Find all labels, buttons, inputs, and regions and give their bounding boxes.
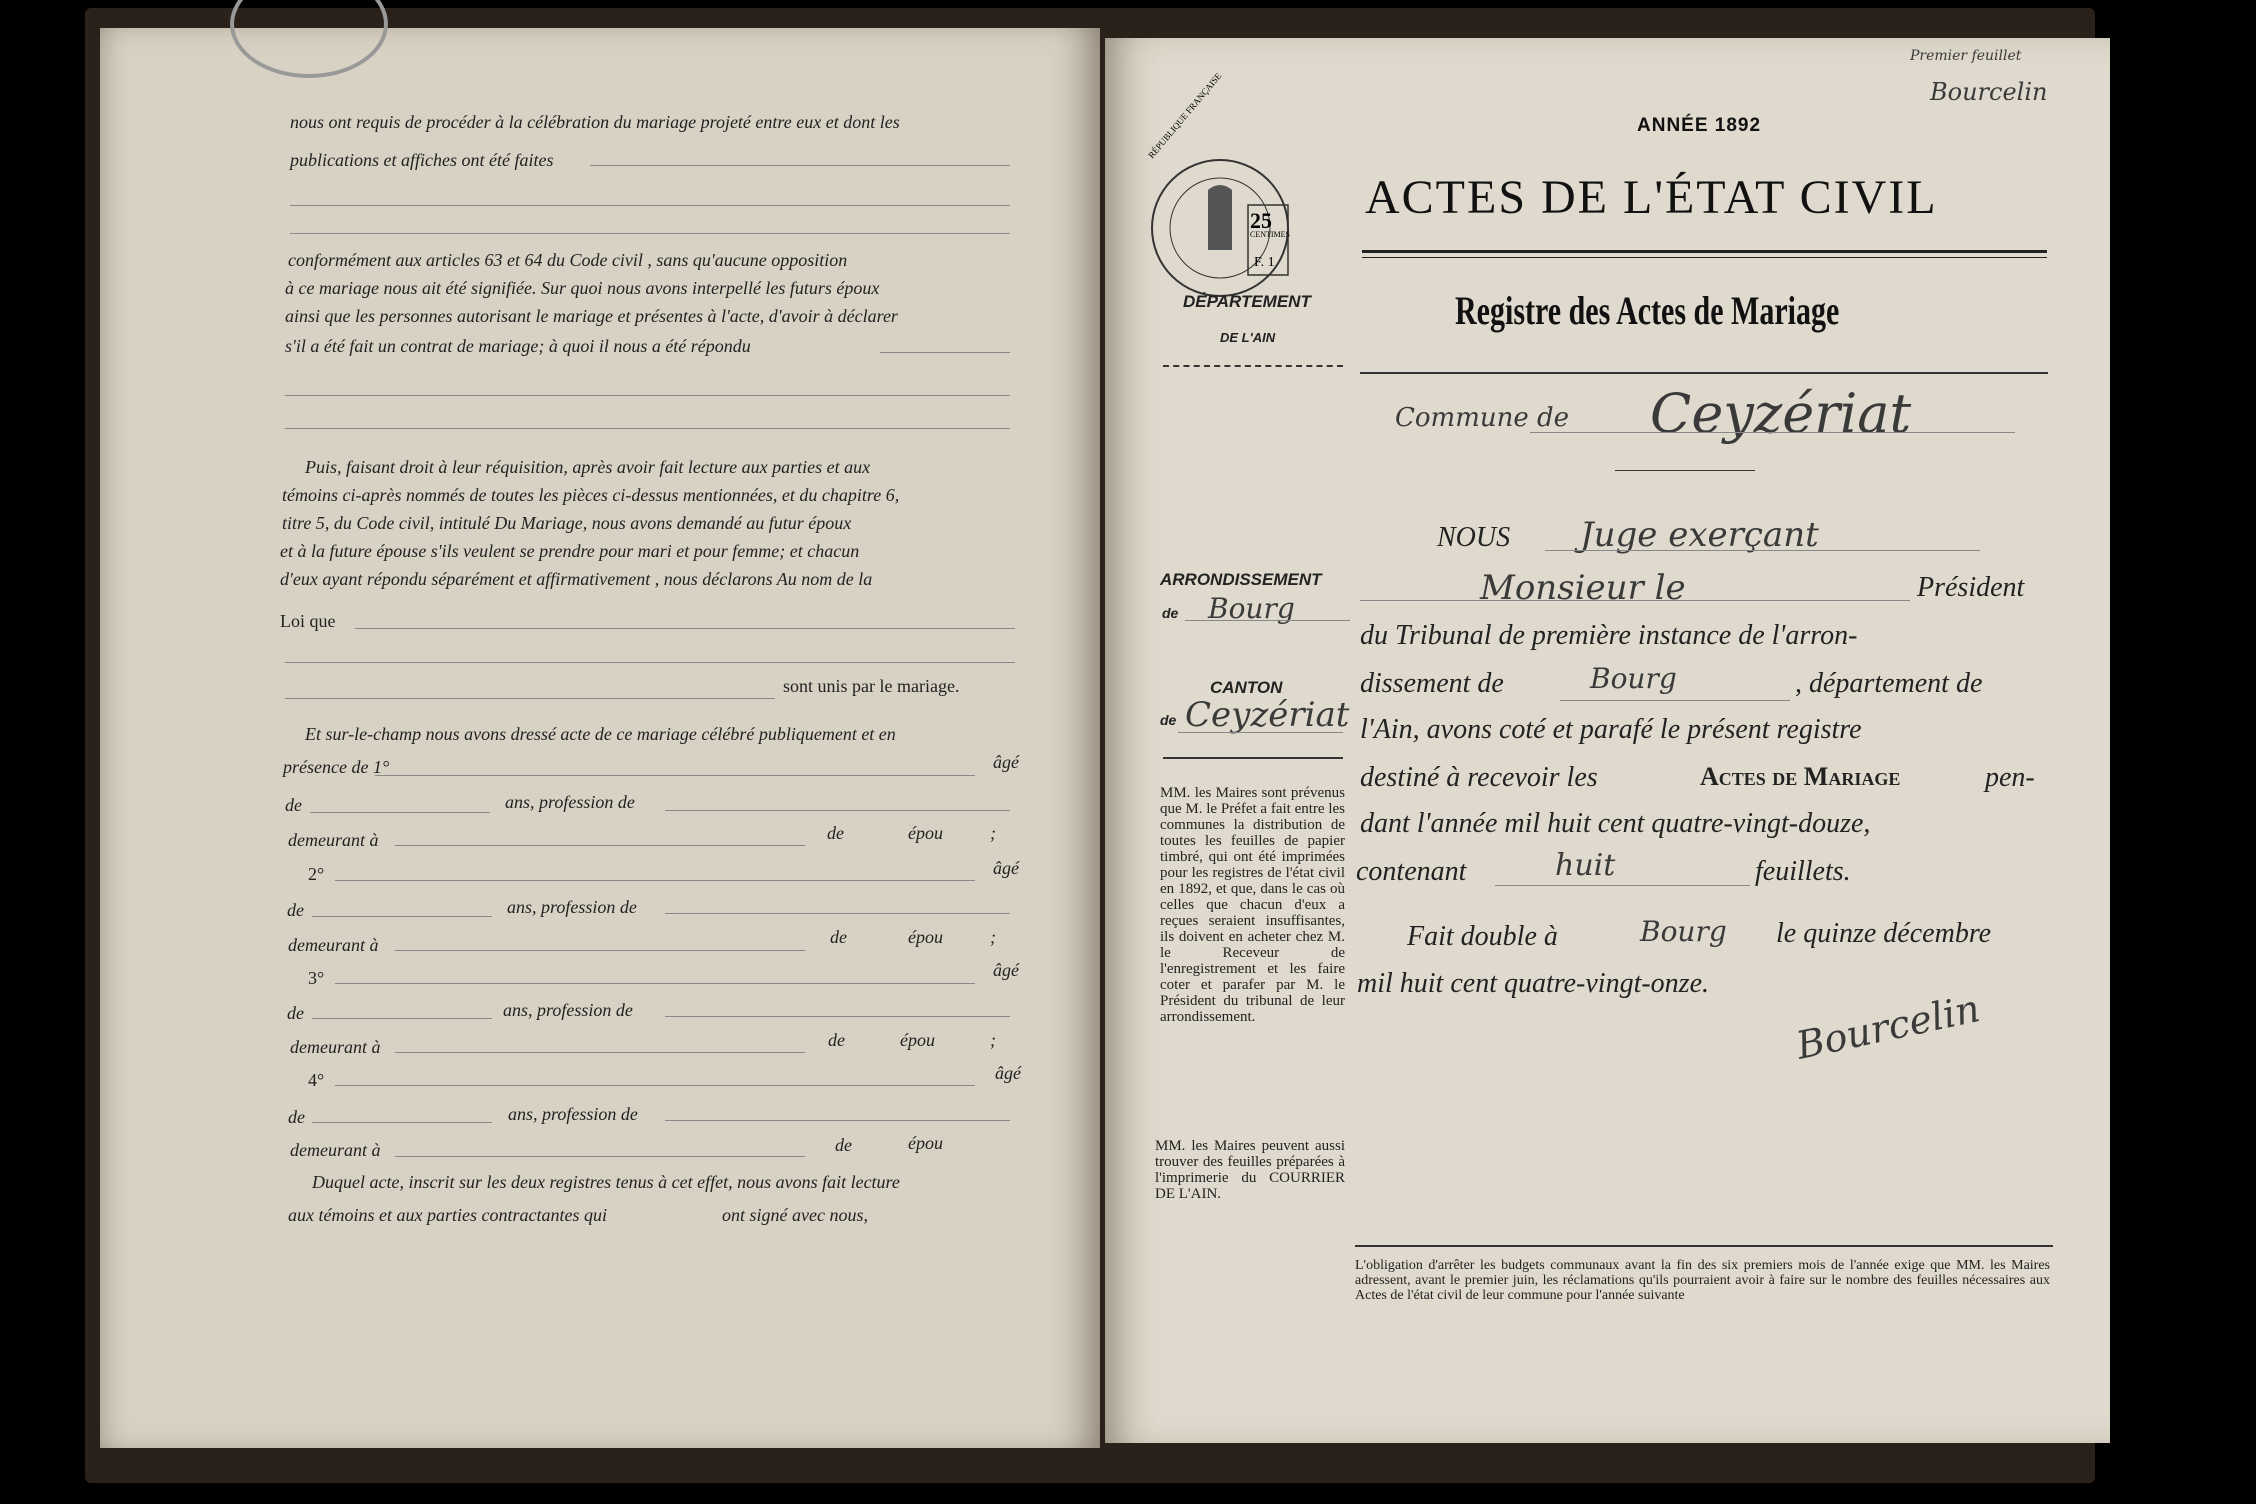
witness-epou: épou: [908, 1133, 943, 1153]
left-line: sont unis par le mariage.: [783, 676, 960, 696]
blank-line: [1178, 732, 1343, 733]
blank-line: [665, 1120, 1010, 1121]
body-line: l'Ain, avons coté et parafé le présent registre: [1360, 714, 1862, 745]
left-line: Duquel acte, inscrit sur les deux registres tenus à cet effet, nous avons fait lecture: [312, 1172, 900, 1192]
witness-number: 3°: [308, 968, 325, 988]
nous-handwriting: Juge exerçant: [1580, 515, 1819, 555]
blank-line: [335, 983, 975, 984]
corner-note: Premier feuillet: [1910, 48, 2022, 64]
body-line: dant l'année mil huit cent quatre-vingt-douze,: [1360, 808, 1871, 839]
left-line: Et sur-le-champ nous avons dressé acte de ce mariage célébré publiquement et en: [305, 724, 896, 744]
body-line: , département de: [1795, 668, 1983, 699]
blank-line: [880, 352, 1010, 353]
left-line: présence de 1°: [283, 757, 390, 777]
department-label: DÉPARTEMENT: [1183, 292, 1311, 311]
register-year: ANNÉE 1892: [1637, 115, 1762, 136]
president-signature: Bourcelin: [1792, 986, 1984, 1068]
blank-line: [335, 880, 975, 881]
commune-label: Commune de: [1395, 403, 1570, 433]
blank-line: [1360, 600, 1910, 601]
blank-line: [395, 1156, 805, 1157]
nous-label: NOUS: [1437, 522, 1511, 553]
left-line: ont signé avec nous,: [722, 1205, 868, 1225]
witness-semicolon: ;: [990, 1030, 996, 1050]
blank-line: [665, 913, 1010, 914]
blank-line: [312, 1018, 492, 1019]
body-line: du Tribunal de première instance de l'arron-: [1360, 620, 1858, 651]
body-line: contenant: [1356, 856, 1467, 887]
witness-epou: épou: [908, 823, 943, 843]
witness-demeurant: demeurant à: [288, 935, 379, 955]
stamp-centimes: CENTIMES: [1250, 230, 1290, 239]
blank-line: [590, 165, 1010, 166]
blank-line: [1495, 885, 1750, 886]
blank-line: [1530, 432, 2015, 433]
left-line: ainsi que les personnes autorisant le mariage et présentes à l'acte, d'avoir à déclarer: [285, 306, 898, 326]
blank-line: [395, 950, 805, 951]
ornament-rule: [1615, 470, 1755, 471]
arrondissement-value: Bourg: [1208, 592, 1295, 625]
blank-line: [395, 845, 805, 846]
left-line: publications et affiches ont été faites: [290, 150, 554, 170]
body-line: dissement de: [1360, 668, 1504, 699]
side-note-timbre: MM. les Maires sont prévenus que M. le Préfet a fait entre les communes la distribution de toutes les feuilles de papier timbré, qui ont été imprimées pour les registres de l'état civil en 1892, et que, dans le cas où celles que chacun d'eux a reçues seraient insuffisantes, ils doivent en acheter chez M. le Receveur de l'enregistrement et les faire coter et parafer par M. le Président du tribunal de leur arrondissement.: [1160, 785, 1345, 1025]
ornament-rule: [1163, 757, 1343, 759]
blank-line: [285, 395, 1010, 396]
witness-profession: ans, profession de: [508, 1104, 638, 1124]
witness-number: 4°: [308, 1070, 325, 1090]
body-handwriting: Bourg: [1590, 662, 1677, 695]
witness-profession: ans, profession de: [505, 792, 635, 812]
left-line: nous ont requis de procéder à la célébration du mariage projeté entre eux et dont les: [290, 112, 900, 132]
witness-number: 2°: [308, 864, 325, 884]
blank-line: [375, 775, 975, 776]
stamp-lower: F. 1: [1254, 255, 1275, 270]
blank-line: [1545, 550, 1980, 551]
fait-handwriting: Bourg: [1640, 915, 1727, 948]
arrondissement-label: ARRONDISSEMENT: [1160, 570, 1322, 589]
witness-profession: ans, profession de: [507, 897, 637, 917]
witness-de: de: [287, 1003, 304, 1023]
blank-line: [285, 698, 775, 699]
left-line: Puis, faisant droit à leur réquisition, après avoir fait lecture aux parties et aux: [305, 457, 871, 477]
tax-stamp-icon: [1148, 150, 1348, 300]
witness-age: âgé: [993, 960, 1019, 980]
left-line: d'eux ayant répondu séparément et affirmativement , nous déclarons Au nom de la: [280, 569, 873, 589]
witness-de-small: de: [830, 927, 847, 947]
witness-semicolon: ;: [990, 927, 996, 947]
witness-de-small: de: [835, 1135, 852, 1155]
blank-line: [1185, 620, 1350, 621]
body-line: feuillets.: [1755, 856, 1851, 887]
canton-value: Ceyzériat: [1185, 695, 1350, 735]
blank-line: [310, 812, 490, 813]
blank-line: [285, 428, 1010, 429]
register-subtitle: Registre des Actes de Mariage: [1455, 288, 1840, 333]
body-handwriting: huit: [1555, 848, 1616, 883]
blank-line: [355, 628, 1015, 629]
footer-rule: [1355, 1245, 2053, 1247]
witness-de: de: [287, 900, 304, 920]
left-line: à ce mariage nous ait été signifiée. Sur quoi nous avons interpellé les futurs époux: [285, 278, 880, 298]
body-line: Actes de Mariage: [1700, 762, 1901, 791]
witness-de: de: [288, 1107, 305, 1127]
department-name: DE L'AIN: [1220, 330, 1276, 345]
witness-de: de: [285, 795, 302, 815]
ornament-rule: [1163, 365, 1343, 373]
commune-value: Ceyzériat: [1650, 382, 1912, 445]
title-rule: [1362, 250, 2047, 258]
body-line: pen-: [1985, 762, 2035, 793]
witness-age: âgé: [995, 1063, 1021, 1083]
blank-line: [312, 916, 492, 917]
arrondissement-de: de: [1162, 605, 1179, 621]
footer-note: L'obligation d'arrêter les budgets communaux avant la fin des six premiers mois de l'année exige que MM. les Maires adressent, avant le premier juin, les réclamations qu'ils pourraient avoir à faire sur le nombre des feuilles nécessaires aux Actes de l'état civil de leur commune pour l'année suivante: [1355, 1258, 2050, 1303]
witness-de-small: de: [827, 823, 844, 843]
body-line: destiné à recevoir les: [1360, 762, 1598, 793]
witness-age: âgé: [993, 752, 1019, 772]
witness-semicolon: ;: [990, 823, 996, 843]
witness-demeurant: demeurant à: [288, 830, 379, 850]
side-note-courrier: MM. les Maires peuvent aussi trouver des feuilles préparées à l'imprimerie du COURRIER DE L'AIN.: [1155, 1138, 1345, 1202]
left-line: aux témoins et aux parties contractantes qui: [288, 1205, 607, 1225]
blank-line: [335, 1085, 975, 1086]
witness-epou: épou: [900, 1030, 935, 1050]
blank-line: [290, 205, 1010, 206]
fait-line: le quinze décembre: [1776, 918, 1992, 949]
fait-line: mil huit cent quatre-vingt-onze.: [1357, 968, 1709, 999]
stamp-ring-text: RÉPUBLIQUE FRANÇAISE: [1146, 70, 1224, 161]
canton-label: CANTON: [1210, 678, 1283, 697]
fait-line: Fait double à: [1407, 921, 1558, 952]
canton-de: de: [1160, 712, 1177, 728]
corner-signature: Bourcelin: [1930, 78, 2048, 106]
blank-line: [1560, 700, 1790, 701]
blank-line: [665, 1016, 1010, 1017]
left-line: conformément aux articles 63 et 64 du Code civil , sans qu'aucune opposition: [288, 250, 848, 270]
witness-age: âgé: [993, 858, 1019, 878]
register-title: ACTES DE L'ÉTAT CIVIL: [1365, 171, 1938, 224]
left-line: Loi que: [280, 611, 336, 631]
witness-demeurant: demeurant à: [290, 1037, 381, 1057]
witness-epou: épou: [908, 927, 943, 947]
monsieur-handwriting: Monsieur le: [1480, 568, 1686, 608]
witness-profession: ans, profession de: [503, 1000, 633, 1020]
witness-demeurant: demeurant à: [290, 1140, 381, 1160]
left-line: et à la future épouse s'ils veulent se prendre pour mari et pour femme; et chacun: [280, 541, 860, 561]
subtitle-rule: [1360, 372, 2048, 374]
left-line: s'il a été fait un contrat de mariage; à quoi il nous a été répondu: [285, 336, 751, 356]
blank-line: [290, 233, 1010, 234]
left-line: titre 5, du Code civil, intitulé Du Mariage, nous avons demandé au futur époux: [282, 513, 852, 533]
blank-line: [312, 1122, 492, 1123]
blank-line: [285, 662, 1015, 663]
blank-line: [665, 810, 1010, 811]
blank-line: [395, 1052, 805, 1053]
left-line: témoins ci-après nommés de toutes les pièces ci-dessus mentionnées, et du chapitre 6,: [282, 485, 900, 505]
president-label: Président: [1917, 572, 2025, 603]
stamp-value: 25: [1250, 208, 1272, 233]
witness-de-small: de: [828, 1030, 845, 1050]
